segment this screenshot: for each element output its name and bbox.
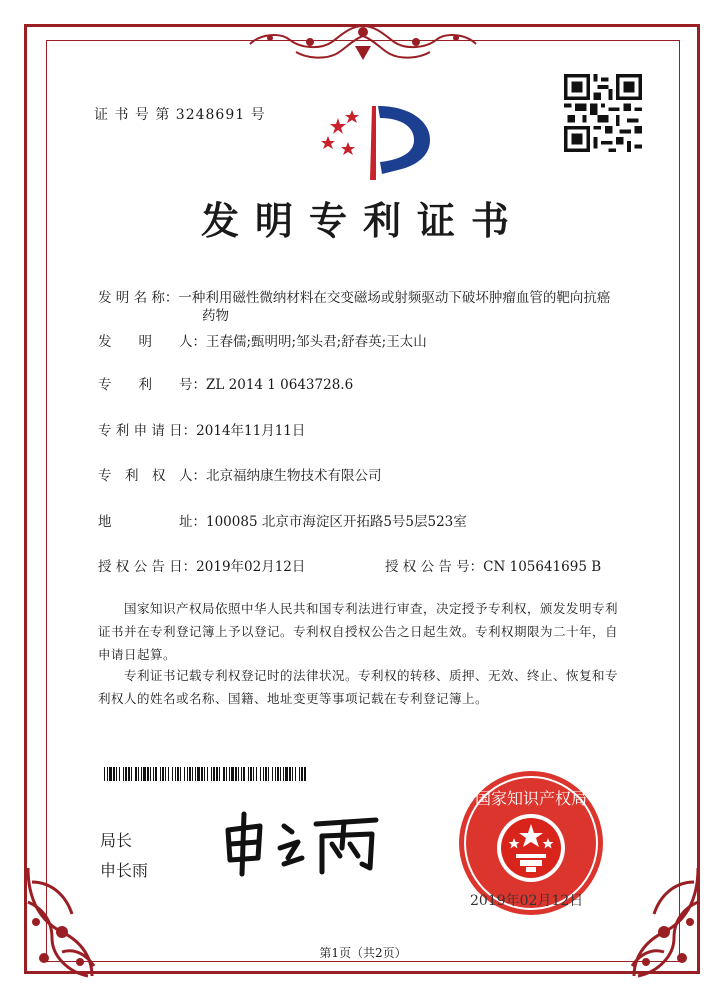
grant-no-label: 授 权 公 告 号： (385, 559, 484, 575)
barcode (104, 767, 306, 781)
invention-name-label: 发 明 名 称： (98, 290, 179, 306)
page-number: 第1页（共2页） (319, 946, 407, 960)
address-label: 地 址： (98, 514, 206, 530)
patent-no-value: ZL 2014 1 0643728.6 (206, 377, 354, 393)
cnipa-logo (318, 100, 436, 182)
seal-text: 国家知识产权局 (474, 789, 588, 808)
certificate-number: 证 书 号 第 3248691 号 (94, 107, 266, 123)
statement-2-line-1: 专利证书记载专利权登记时的法律状况。专利权的转移、质押、无效、终止、恢复和专 (98, 668, 619, 683)
inventor-label: 发 明 人： (98, 334, 206, 350)
address-value: 100085 北京市海淀区开拓路5号5层523室 (206, 514, 467, 530)
certificate-title: 发明专利证书 (200, 198, 525, 243)
statement-2-line-2: 利权人的姓名或名称、国籍、地址变更等事项记载在专利登记簿上。 (98, 691, 489, 706)
address-row (98, 511, 467, 533)
statement-1-line-3: 申请日起算。 (98, 647, 177, 662)
filing-date-value: 2014年11月11日 (196, 423, 306, 439)
filing-date-row (98, 420, 305, 442)
invention-name-continued: 药物 (202, 308, 229, 324)
grant-no-value: CN 105641695 B (483, 559, 602, 575)
grant-date-label: 授 权 公 告 日： (98, 559, 197, 575)
statement-1-line-2: 证书并在专利登记簿上予以登记。专利权自授权公告之日起生效。专利权期限为二十年，自 (98, 624, 619, 639)
qr-code (564, 74, 642, 152)
grant-date-value: 2019年02月12日 (196, 559, 306, 575)
patentee-row (98, 465, 382, 487)
invention-name-row (98, 287, 610, 309)
inventor-value: 王春儒;甄明明;邹头君;舒春英;王太山 (206, 334, 427, 350)
inventor-row (98, 331, 427, 353)
invention-name-value: 一种利用磁性微纳材料在交变磁场或射频驱动下破坏肿瘤血管的靶向抗癌 (178, 290, 611, 306)
patentee-value: 北京福纳康生物技术有限公司 (206, 468, 382, 484)
handwritten-signature (218, 808, 388, 878)
filing-date-label: 专 利 申 请 日： (98, 423, 197, 439)
grant-date-row (98, 556, 305, 578)
patent-no-label: 专 利 号： (98, 377, 206, 393)
statement-1-line-1: 国家知识产权局依照中华人民共和国专利法进行审查，决定授予专利权，颁发发明专利 (98, 601, 619, 616)
top-ornament (240, 22, 486, 66)
patentee-label: 专 利 权 人： (98, 468, 206, 484)
grant-no-row (385, 556, 601, 578)
signer-title: 局长 (100, 831, 133, 850)
statement-paragraph-2 (98, 664, 668, 710)
seal-date: 2019年02月12日 (470, 893, 584, 909)
statement-paragraph-1 (98, 597, 668, 666)
signer-name: 申长雨 (100, 861, 149, 880)
patent-no-row (98, 374, 353, 396)
